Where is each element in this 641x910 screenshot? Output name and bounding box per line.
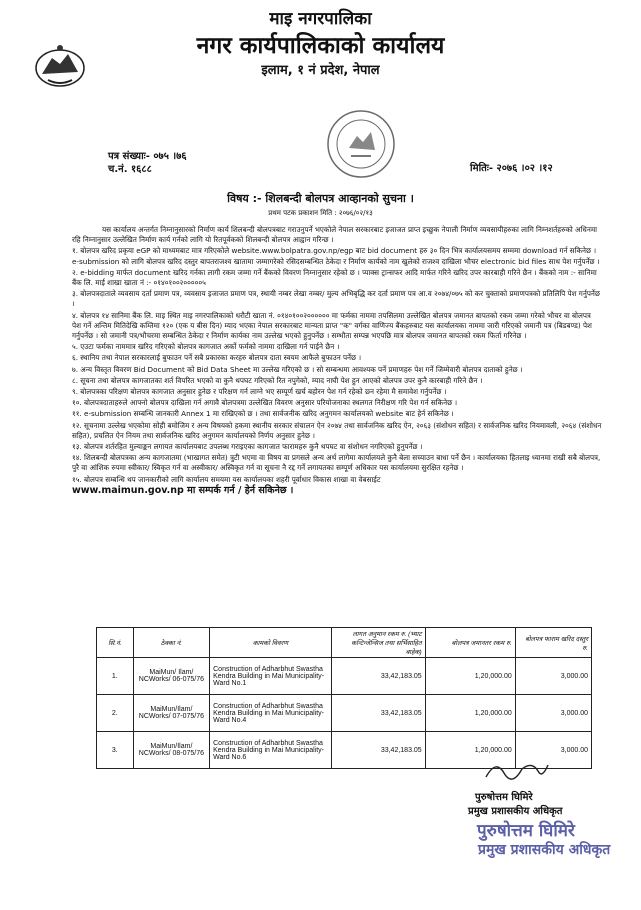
- cell-bid-security: 1,20,000.00: [425, 732, 515, 769]
- publication-date: प्रथम पटक प्रकाशन मिति : २०७६/०२/१३: [268, 209, 373, 217]
- cell-bid-security: 1,20,000.00: [425, 695, 515, 732]
- signatory-title: प्रमुख प्रशासकीय अधिकृत: [468, 806, 563, 817]
- signature-mark: [482, 757, 550, 785]
- website-line: www.maimun.gov.np मा सम्पर्क गर्न / हेर्न सकिनेछ ।: [72, 484, 294, 496]
- cell-work: Construction of Adharbhut Swastha Kendra Building in Mai Municipality- Ward No.1: [210, 658, 332, 695]
- condition-item: ४. बोलपत्र १४ सानिमा बैंक लि. माइ स्थित माइ नगरपालिकाको धरौटी खाता नं. ०१४०१००२०००००० मा फर्मका नाममा तपसिलमा उल्लेखित बोलपत्र जमानत बापतको रकम जम्मा गरेको भौचर वा बोलपत्र पेश गर्ने अन्तिम मितिदेखि कम्तिमा १२० (एक य बीस दिन) म्याद भएका नेपाल सरकारबाट मान्यता प्राप्त "क" वर्गका वाणिज्य बैंकहरुबाट यस कार्यालयका नाममा जारी गरिएको जमानी पत्र (बिडबण्ड) पेश गर्नुपर्नेछ । सो जमानी पत्र/भौचरमा सम्बन्धित ठेकेदा र निर्माण कार्यका नाम उल्लेख भएको हुनुपर्नेछ । सम्भौता सम्पन्न भएपछि मात्र बोलपत्र जमानत बापतको रकम फिर्ता गरिनेछ ।: [72, 310, 592, 341]
- condition-item: ३. बोलपत्रदाताले व्यवसाय दर्ता प्रमाण पत्र, व्यवसाय इजाजत प्रमाण पत्र, स्थायी नम्बर लेखा नम्बर/ मुल्य अभिबृद्धि कर दर्ता प्रमाण पत्र आ.व २०७४/०७५ को कर चुक्ताको प्रमाणपत्रको प्रतिलिपि पेश गर्नुपर्नेछ ।: [72, 289, 600, 309]
- condition-item: ६. स्थानिय तथा नेपाल सरकारलाई बुफाउन पर्ने सबै प्रकारका करहरु बोलपत्र दाता स्वयम आफैले बुफाउन पर्नेछ ।: [72, 353, 362, 363]
- cell-form-fee: 3,000.00: [515, 732, 591, 769]
- letter-date: मितिः- २०७६ ।०२ ।१२: [470, 163, 553, 174]
- notice-subject: विषय :- शिलबन्दी बोलपत्र आव्हानको सुचना ।: [227, 192, 414, 205]
- header-contract-no: ठेक्का नं.: [133, 628, 209, 658]
- letter-number: पत्र संख्याः- ०७५ ।७६: [108, 151, 187, 162]
- condition-item: १२. सूचनामा उल्लेख भएकोमा सोही बमोजिम र अन्य विषयको हकमा स्थानीय सरकार संचालन ऐन २०७४ तथा सार्वजनिक खरिद ऐन, २०६३ (संशोधन सहित) र सार्वजनिक खरिद नियमावली, २०६४ (संशोधन सहित), प्रचलित ऐन नियम तथा सार्वजनिक खरिद अनुगमन कार्यालयको निर्णय अनुसार हुनेछ ।: [72, 420, 602, 440]
- cell-form-fee: 3,000.00: [515, 695, 591, 732]
- condition-item: ८. सूचना तथा बोलपत्र कागजातका शर्त विपरित भएको वा कुनै थपघट गरिएको रित नपुगेको, म्याद नाघी पेश हुन आएको बोलपत्र उपर कुनै कारबाही गरिने छैन ।: [72, 375, 483, 385]
- condition-item: १०. बोलपत्रदाताहरुले आफ्नो बोलपत्र दाखिला गर्न अगावै बोलपत्रमा उल्लेखित विवरण अनुसार परियोजनाका स्थलगत निरीक्षण गरि पेश गर्न सकिनेछ ।: [72, 398, 458, 408]
- reference-block: [108, 150, 187, 176]
- header-bid-security: बोलपत्र जमानतर रकम रु.: [425, 628, 515, 658]
- cell-contract-no: MaiMun/ Ilam/ NCWorks/ 06-075/76: [133, 658, 209, 695]
- cell-form-fee: 3,000.00: [515, 658, 591, 695]
- cell-sn: 3.: [97, 732, 134, 769]
- table-header-row: [97, 628, 592, 658]
- tender-table: [96, 627, 592, 769]
- cell-contract-no: MaiMun/Ilam/ NCWorks/ 08-075/76: [133, 732, 209, 769]
- header-sn: सि.नं.: [97, 628, 134, 658]
- stamp-name: पुरुषोत्तम घिमिरे: [477, 821, 575, 841]
- cell-sn: 1.: [97, 658, 134, 695]
- cell-contract-no: MaiMun/Ilam/ NCWorks/ 07-075/76: [133, 695, 209, 732]
- condition-item: ५. एउटा फर्मका नाममात्र खरिद गरिएको बोलपत्र कागजात अर्को फर्मको नाममा दाखिला गर्न पाईने छैन ।: [72, 342, 340, 352]
- intro-paragraph: यस कार्यालय अन्तर्गत निम्नानुसारको निर्माण कार्य शिलबन्दी बोलपत्रबाट गराउनुपर्ने भएकोले नेपाल सरकारबाट इजाजत प्राप्त इच्छुक नेपाली निर्माण व्यवसायीहरुका लागि निम्नशर्तहरुको अधिनमा रहि निम्नानुसार उल्लेखित निर्माण कार्य गर्नको लागि यो रितपूर्वकको शिलबन्दी बोलपत्र आह्वान गरिन्छ ।: [72, 225, 597, 245]
- dispatch-number: च.नं. १६८८: [108, 164, 152, 175]
- condition-item: १५. बोलपत्र सम्बन्धि थप जानकारीको लागि कार्यालय समयमा यस कार्यालयका शहरी पूर्वाधार विकास शाखा वा वेबसाईट: [72, 474, 381, 484]
- signatory-name: पुरुषोत्तम घिमिरे: [475, 792, 533, 803]
- cell-bid-security: 1,20,000.00: [425, 658, 515, 695]
- table-row: [97, 695, 592, 732]
- condition-item: १३. बोलपत्र शर्तरहित मुल्याङ्कन लगायत कार्यालयबाट उपलब्ध गराइएका कागजात फारामहरु कुनै थपघट वा संशोधन नगरिएको हुनुपर्नेछ ।: [72, 442, 423, 452]
- office-title: नगर कार्यपालिकाको कार्यालय: [196, 33, 445, 59]
- condition-item: १४. शिलबन्दी बोलपत्रका अन्य कागजातमा (भाखागत समेत) त्रुटी भएमा वा विषय वा प्रगसले अन्य अर्थ लागेमा कार्यालयले कुनै बेला सच्याउन बाधा पर्ने छैन । कार्यालयका हितलाइ ध्यानमा राखी सबै बोलपत्र, पुरै वा आंशिक रुपमा स्वीकार/ स्विकृत गर्न वा अस्वीकार/ अस्विकृत गर्न वा सूचना नै रद्द गर्ने लगायतका सम्पूर्ण अधिकार यस कार्यालयमा सुरक्षित रहनेछ ।: [72, 453, 601, 473]
- table-row: [97, 658, 592, 695]
- header-form-fee: बोलपत्र फाराम खरिद दस्तुर रु.: [515, 628, 591, 658]
- municipality-name: माइ नगरपालिका: [269, 9, 372, 29]
- notice-body: [72, 225, 602, 497]
- stamp-title: प्रमुख प्रशासकीय अधिकृत: [478, 842, 611, 858]
- condition-item: ९. बोलपत्रका परिक्षण बोलपत्र कागजात अनुसार हुनेछ र परिक्षण गर्न लाग्ने भए सम्पूर्ण खर्च बहोरन पेश गर्न रहेको छ्न रहेमा मै समावेश गर्नुपर्नेछ ।: [72, 387, 447, 397]
- cell-work: Construction of Adharbhut Swastha Kendra Building in Mai Municipality- Ward No.4: [210, 695, 332, 732]
- cell-cost: 33,42,183.05: [331, 695, 425, 732]
- header-work: कामको विवरण: [210, 628, 332, 658]
- office-address: इलाम, १ नं प्रदेश, नेपाल: [261, 63, 380, 78]
- condition-item: १. बोलपत्र खरिद प्रकृया eGP को माध्यमबाट मात्र गरिएकोले website.www.bolpatra.gov.np/egp बाट bid document हरु ३० दिन भित्र कार्यालयसमय सम्ममा download गर्न सकिनेछ । e-submission को लागि बोलपत्र खरिद दस्तुर बापतराजश्व खातामा जम्मागरेको रसिदसम्बन्धित ठेकेदा र निर्माण कार्यको नाम खुलेको राजश्व दाखिला भौचर electronic bid files साथ पेश गर्नुपर्नेछ ।: [72, 246, 600, 266]
- cell-cost: 33,42,183.05: [331, 658, 425, 695]
- municipality-seal-icon: [325, 108, 397, 180]
- condition-item: ११. e-submission सम्बन्धि जानकारी Annex 1 मा राखिएको छ । तथा सार्वजनीक खरिद अनुगमन कार्यालयको website बाट हेर्न सकिनेछ ।: [72, 409, 454, 419]
- cell-sn: 2.: [97, 695, 134, 732]
- header-cost: लागत अनुमान रकम रु. (भ्याट कन्टिन्जेन्सिज तथा सर्भिसाहित बाहेक): [331, 628, 425, 658]
- condition-item: २. e-bidding मार्फत document खरिद गर्नका लागी रकम जम्मा गर्ने बैंकको विवरण निम्नानुसार रहेको छ । प्याक्स ट्रान्सफर आदि मार्फत गरिने खरिद उपर कारबाही गरिने छैन । बैंकको नाम :- सानिमा बैंक लि. माई शाखा खाता नं :- ०१४०१००२०००००५: [72, 267, 597, 288]
- cell-cost: 33,42,183.05: [331, 732, 425, 769]
- condition-item: ७. अन्य विस्तृत विवरण Bid Document को Bid Data Sheet मा उल्लेख गरिएको छ । सो सम्बन्धमा आवश्यक पर्ने प्रमाणहरु पेश गर्ने जिम्मेवारी बोलपत्र दाताको हुनेछ ।: [72, 364, 523, 374]
- cell-work: Construction of Adharbhut Swastha Kendra Building in Mai Municipality- Ward No.6: [210, 732, 332, 769]
